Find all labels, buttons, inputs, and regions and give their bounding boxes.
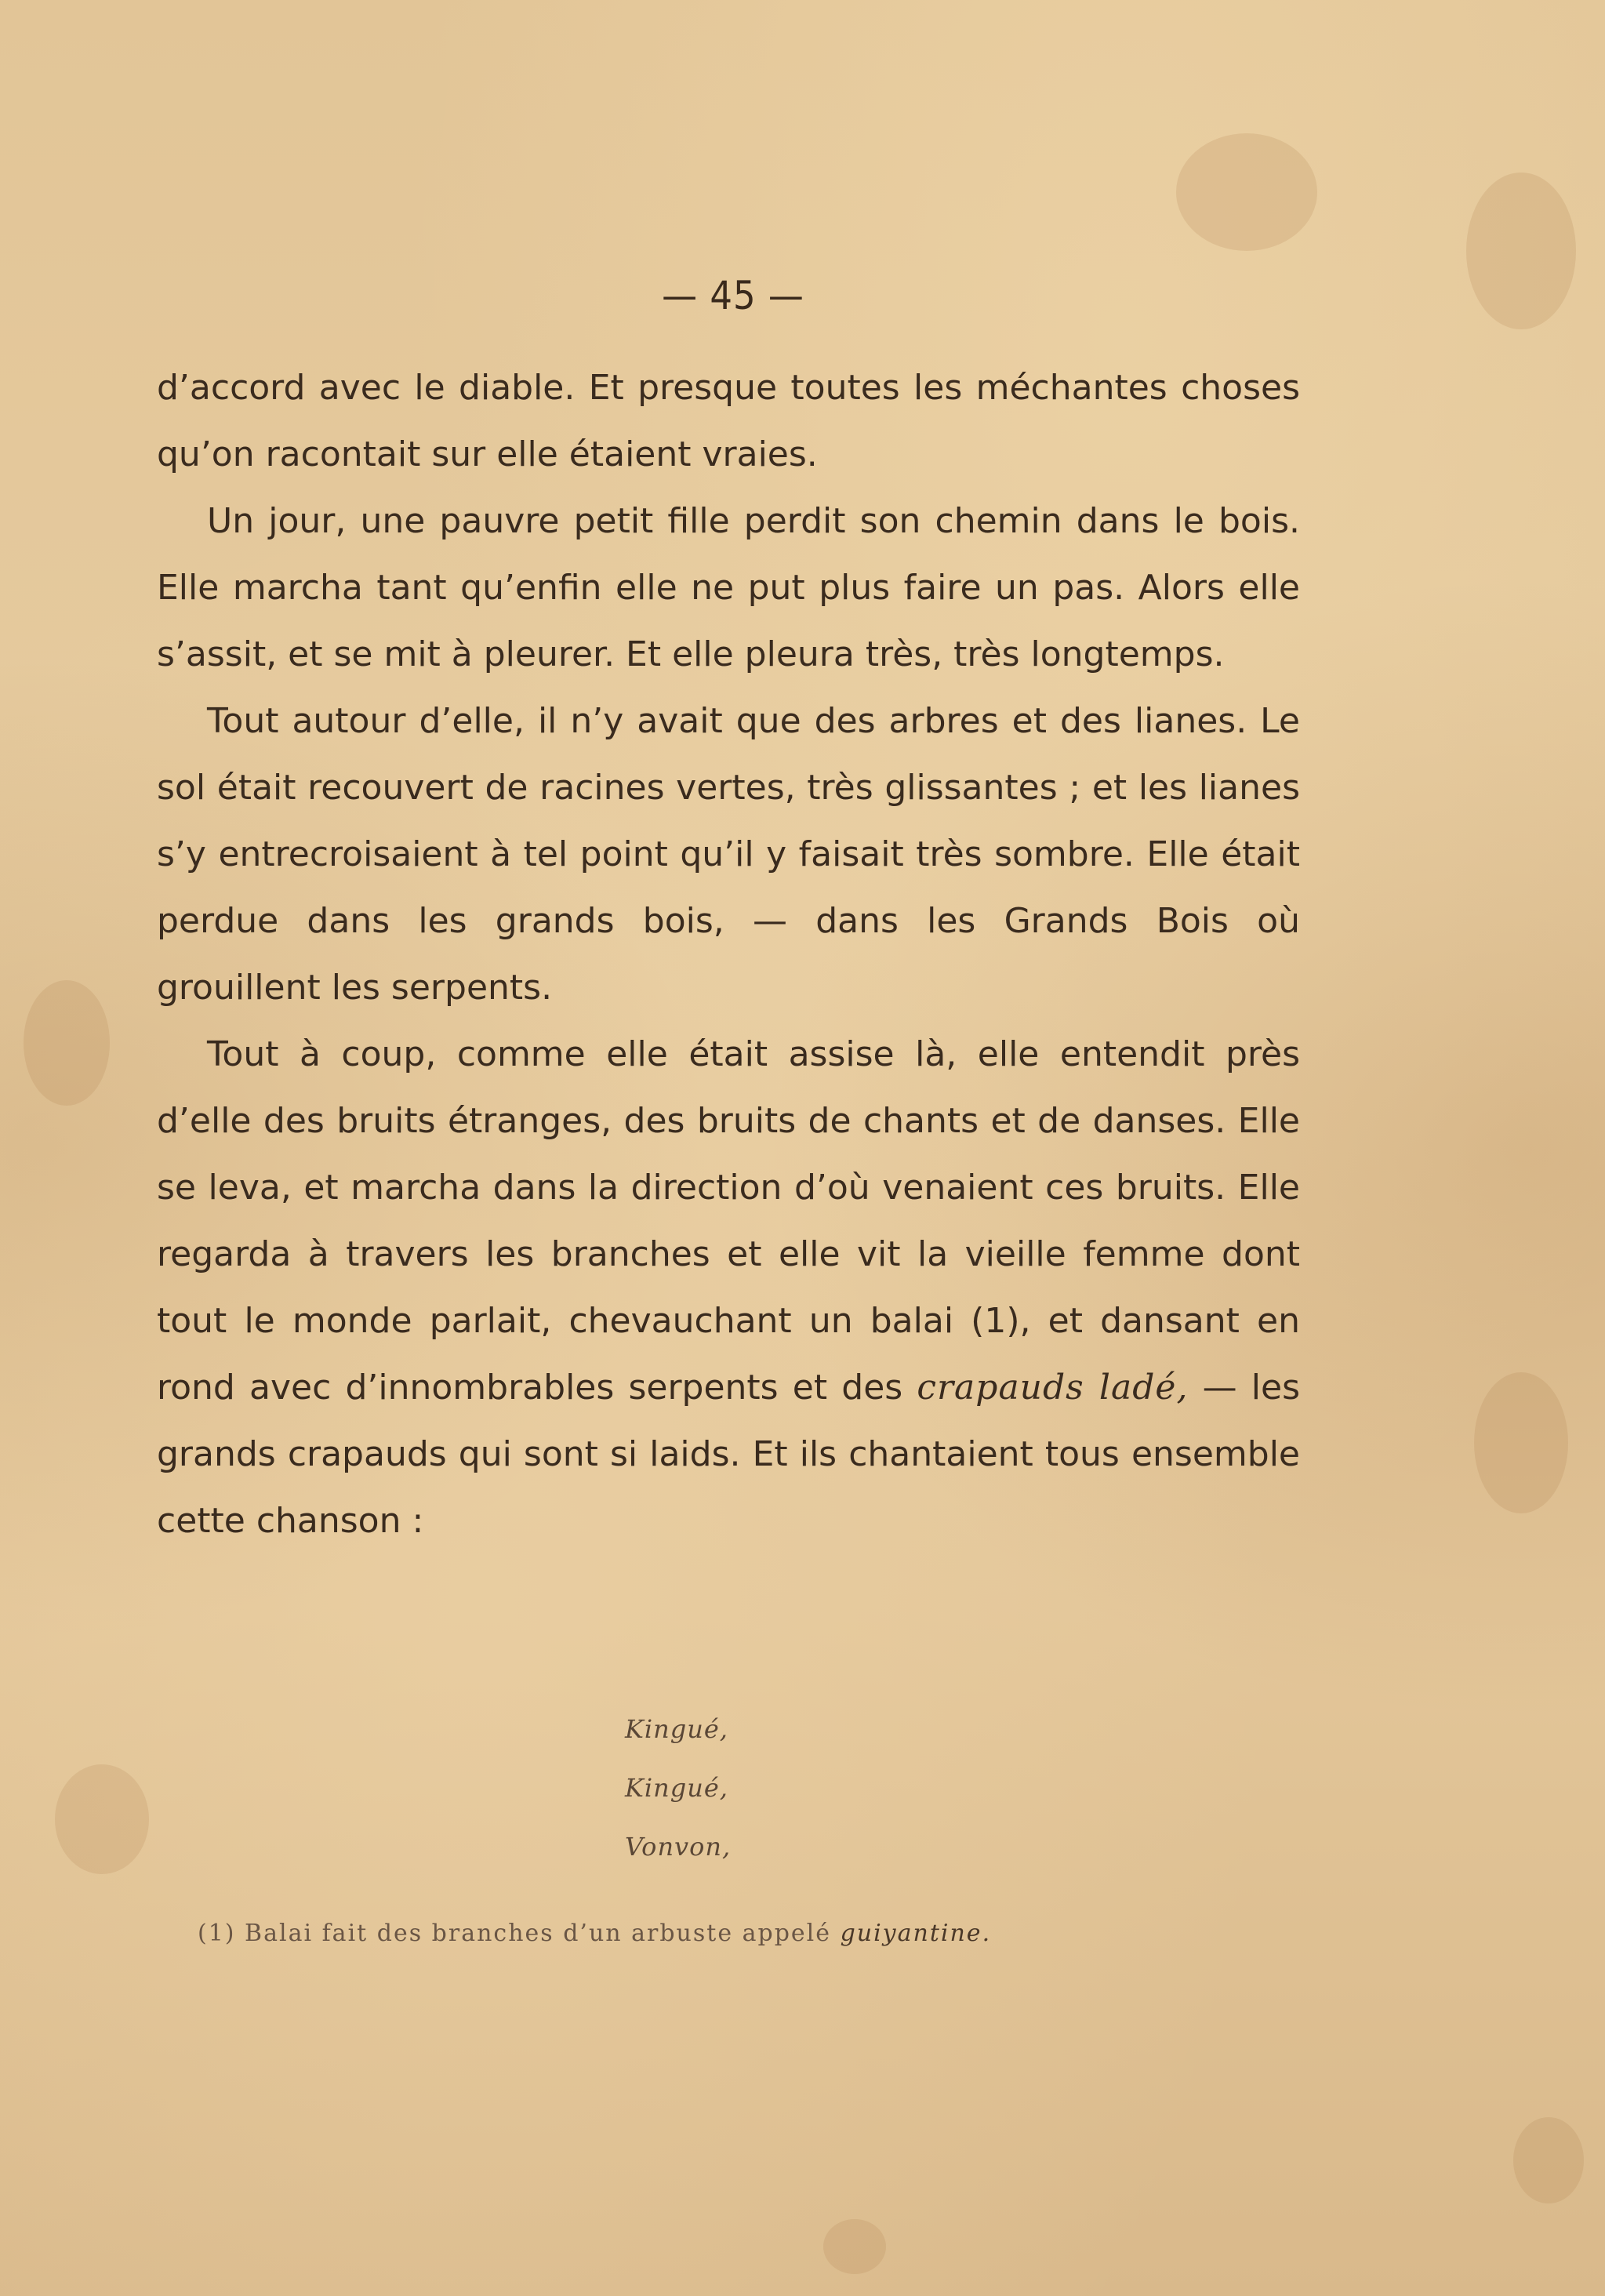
paper-stain <box>55 1764 149 1874</box>
body-text <box>157 354 1300 1554</box>
verse-line: Kingué, <box>625 1773 728 1803</box>
paper-stain <box>1466 173 1576 329</box>
footnote-text: Balai fait des branches d’un arbuste appelé <box>235 1920 841 1947</box>
verse-line: Kingué, <box>625 1714 728 1744</box>
italic-phrase: crapauds ladé, <box>917 1368 1189 1408</box>
paragraph <box>157 488 1300 688</box>
song-verse <box>625 1700 731 1876</box>
verse-line: Vonvon, <box>625 1832 732 1862</box>
paragraph <box>157 354 1300 488</box>
text-run: Un jour, une pauvre petit fille perdit son chemin dans le bois. Elle marcha tant qu’enfin elle ne put plus faire un pas. Alors elle s’assit, et se mit à pleurer. Et elle pleura très, très longtemps. <box>157 501 1300 674</box>
text-run: Tout à coup, comme elle était assise là, elle entendit près d’elle des bruits étranges, des bruits de chants et de danses. Elle se leva, et marcha dans la direction d’où venaient ces bruits. Elle regarda à travers les branches et elle vit la vieille femme dont tout le monde parlait, chevauchant un balai (1), et dansant en rond avec d’innombrables serpents et des <box>157 1034 1300 1408</box>
footnote-marker: (1) <box>198 1920 236 1947</box>
paper-stain <box>1474 1372 1568 1513</box>
paragraph <box>157 1021 1300 1554</box>
footnote <box>198 1920 991 1947</box>
paper-stain <box>1176 133 1317 251</box>
paragraph <box>157 688 1300 1021</box>
paper-stain <box>24 980 110 1106</box>
page-number: — 45 — <box>662 273 804 318</box>
paper-stain <box>823 2219 886 2274</box>
text-run: — les grands crapauds qui sont si laids. Et ils chantaient tous ensemble cette chanson : <box>157 1368 1300 1541</box>
text-run: d’accord avec le diable. Et presque toutes les méchantes choses qu’on racontait sur elle étaient vraies. <box>157 368 1300 474</box>
paper-stain <box>1513 2117 1584 2203</box>
text-run: Tout autour d’elle, il n’y avait que des arbres et des lianes. Le sol était recouvert de racines vertes, très glissantes ; et les lianes s’y entrecroisaient à tel point qu’il y faisait très sombre. Elle était perdue dans les grands bois, — dans les Grands Bois où grouillent les serpents. <box>157 701 1300 1008</box>
footnote-italic-term: guiyantine. <box>840 1920 992 1947</box>
